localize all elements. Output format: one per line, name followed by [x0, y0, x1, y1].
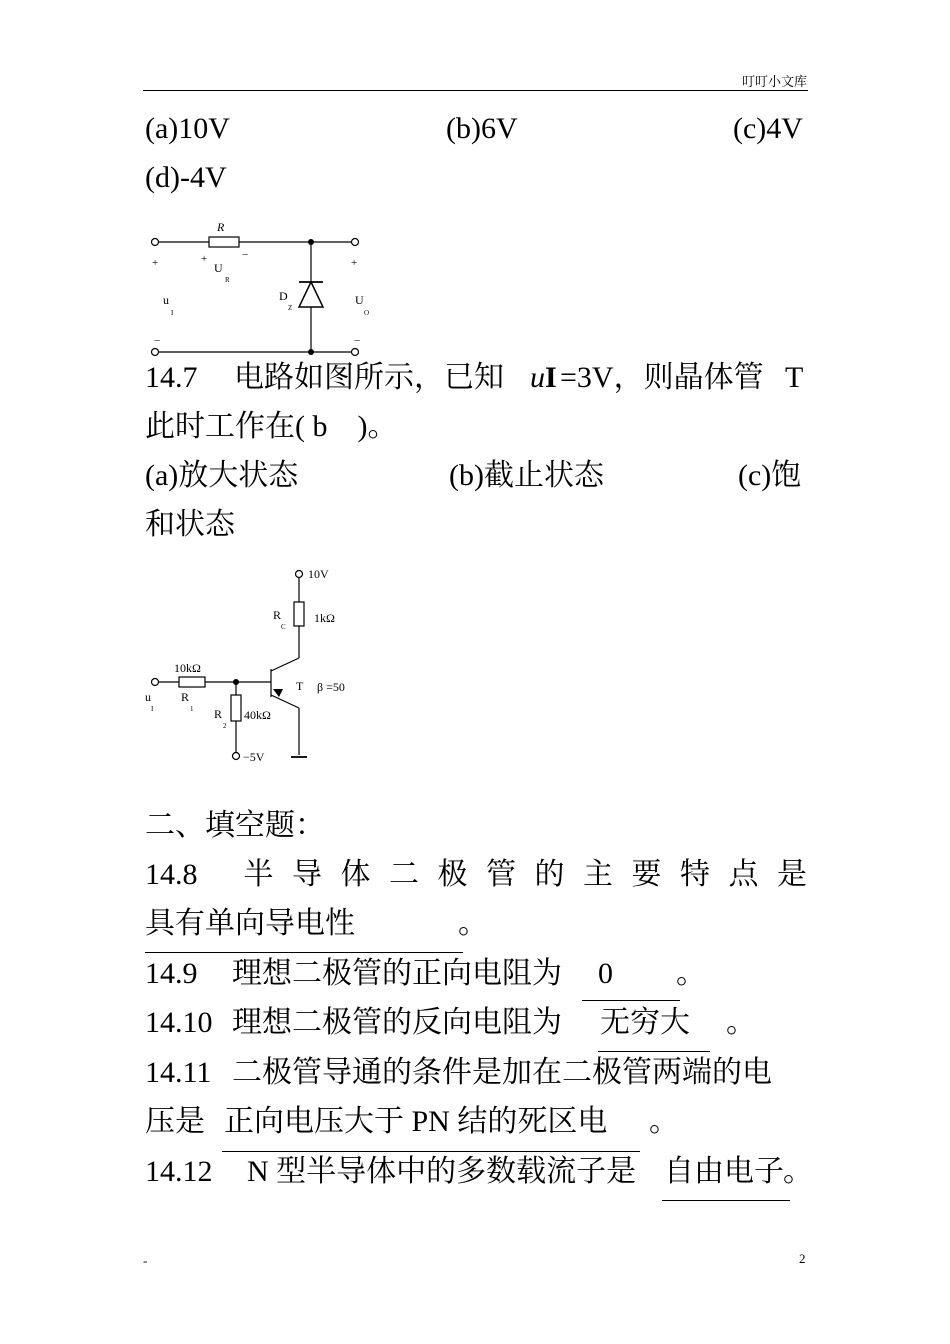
beta-label: β =50 [317, 680, 345, 694]
r-label: R [217, 220, 225, 234]
q14-7-line2: 此时工作在( b )。 [145, 410, 398, 443]
q14-11-line1: 二极管导通的条件是加在二极管两端的电 [232, 1056, 772, 1089]
q14-11-answer-rule [222, 1151, 640, 1152]
q14-7-option-c-end: 和状态 [145, 508, 235, 541]
r1-label: R [181, 690, 190, 704]
q14-8-text: 半导体二极管的主要特点是 [243, 858, 826, 891]
vcc-label: 10V [308, 567, 329, 581]
rc-label: R [273, 608, 282, 622]
q14-9-end: 。 [676, 957, 706, 990]
r2-sub: 2 [223, 722, 227, 730]
uo-label: U [355, 293, 364, 307]
in-minus: − [154, 335, 161, 347]
q14-7-ui [530, 363, 557, 393]
q14-10-number: 14.10 [145, 1006, 213, 1039]
q14-7-option-c-start: (c)饱 [738, 459, 802, 492]
q14-9-answer: 0 [598, 957, 613, 990]
ui2-sub: I [151, 705, 154, 713]
q14-12-text: N 型半导体中的多数载流子是 [247, 1155, 637, 1188]
transistor-circuit-diagram [145, 565, 375, 770]
q14-11-line2-prefix: 压是 [145, 1105, 205, 1138]
q14-7-prefix: 电路如图所示，已知 [234, 361, 504, 394]
ur-label: U [214, 261, 223, 275]
q14-10-answer: 无穷大 [600, 1006, 690, 1039]
option-c: (c)4V [733, 112, 803, 145]
footer-left-mark: - [143, 1253, 148, 1268]
ur-minus: − [242, 249, 249, 261]
uo-sub: O [364, 309, 370, 317]
r1-value: 10kΩ [174, 661, 201, 675]
q14-8-end: 。 [458, 907, 488, 940]
ui-sub: I [171, 309, 174, 317]
option-b: (b)6V [446, 112, 518, 145]
q14-7-number: 14.7 [145, 361, 198, 394]
q14-12-answer: 自由电子 [664, 1155, 784, 1188]
q14-11-number: 14.11 [145, 1056, 212, 1089]
dz-label: D [279, 289, 288, 303]
header-site-name: 叮叮小文库 [742, 74, 808, 89]
page-number: 2 [799, 1251, 806, 1266]
q14-10-end: 。 [726, 1006, 756, 1039]
r2-value: 40kΩ [244, 708, 271, 722]
section-title: 二、填空题： [145, 809, 325, 842]
q14-12-number: 14.12 [145, 1155, 213, 1188]
q14-9-text: 理想二极管的正向电阻为 [232, 957, 562, 990]
r1-sub: 1 [190, 705, 194, 713]
ur-sub: R [225, 276, 230, 284]
q14-10-text: 理想二极管的反向电阻为 [232, 1006, 562, 1039]
q14-8-answer-rule [145, 952, 463, 953]
q14-7-option-b: (b)截止状态 [449, 459, 604, 492]
q14-11-answer: 正向电压大于 PN 结的死区电 [224, 1105, 608, 1138]
ur-plus: + [201, 253, 208, 265]
t-label: T [296, 679, 304, 693]
r2-label: R [214, 707, 223, 721]
q14-12-end: 。 [783, 1155, 813, 1188]
ui-label: u [163, 293, 169, 307]
rc-value: 1kΩ [314, 611, 335, 625]
out-plus: + [351, 257, 358, 269]
ui2-label: u [145, 690, 151, 704]
option-d: (d)-4V [145, 161, 227, 194]
zener-circuit-diagram [145, 220, 375, 360]
ui-subscript: I [545, 361, 557, 394]
dz-sub: Z [288, 304, 293, 312]
q14-10-answer-rule [598, 1051, 710, 1052]
q14-7-option-a: (a)放大状态 [145, 459, 299, 492]
q14-7-suffix: =3V，则晶体管 [560, 361, 764, 394]
q14-8-line1 [145, 858, 826, 891]
header-rule [143, 90, 808, 91]
q14-8-number: 14.8 [145, 858, 198, 891]
q14-9-number: 14.9 [145, 957, 198, 990]
q14-11-end: 。 [649, 1105, 679, 1138]
q14-7-transistor: T [785, 361, 804, 394]
q14-12-answer-rule [662, 1200, 790, 1201]
rc-sub: C [281, 623, 286, 631]
in-plus: + [152, 257, 159, 269]
option-a: (a)10V [145, 112, 230, 145]
ui-var: u [530, 361, 545, 394]
q14-9-answer-rule [582, 1000, 680, 1001]
vee-label: −5V [243, 750, 265, 764]
out-minus: − [354, 335, 361, 347]
q14-8-answer: 具有单向导电性 [145, 907, 355, 940]
